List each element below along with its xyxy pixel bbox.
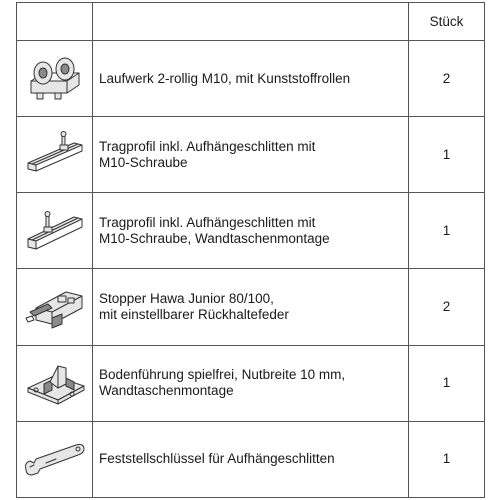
description-line: Stopper Hawa Junior 80/100, (99, 291, 274, 307)
quantity-cell (409, 193, 485, 269)
description-cell (93, 117, 409, 193)
quantity-value: 1 (442, 451, 451, 467)
table-row (17, 345, 485, 421)
description-line: Tragprofil inkl. Aufhängeschlitten mit (99, 138, 316, 154)
description-cell (93, 345, 409, 421)
stopper-icon (22, 278, 88, 336)
header-image-cell (17, 3, 93, 41)
description-cell (93, 269, 409, 345)
quantity-cell (409, 345, 485, 421)
image-cell (17, 117, 93, 193)
support-profile-pocket-icon (22, 203, 88, 259)
table-row (17, 41, 485, 117)
description-line: Wandtaschenmontage (99, 383, 234, 399)
quantity-cell (409, 41, 485, 117)
table-row (17, 193, 485, 269)
description-line: mit einstellbarer Rückhaltefeder (99, 307, 289, 323)
description-cell (93, 421, 409, 497)
carriage-2-roller-icon (23, 51, 87, 107)
spanner-key-icon (22, 433, 88, 485)
table-row (17, 421, 485, 497)
description-cell (93, 193, 409, 269)
description-line: Bodenführung spielfrei, Nutbreite 10 mm, (99, 367, 346, 383)
description-cell (93, 41, 409, 117)
quantity-value: 1 (442, 375, 451, 391)
description-line: Tragprofil inkl. Aufhängeschlitten mit (99, 214, 316, 230)
description-line: M10-Schraube, Wandtaschenmontage (99, 230, 330, 246)
quantity-value: 2 (442, 299, 451, 315)
image-cell (17, 193, 93, 269)
table-header-row (17, 3, 485, 41)
description-line: M10-Schraube (99, 154, 188, 170)
quantity-cell (409, 269, 485, 345)
quantity-cell (409, 421, 485, 497)
table-row (17, 117, 485, 193)
description-line: Laufwerk 2-rollig M10, mit Kunststoffrollen (99, 70, 351, 86)
header-description-cell (93, 3, 409, 41)
description-line: Feststellschlüssel für Aufhängeschlitten (99, 451, 335, 467)
quantity-cell (409, 117, 485, 193)
image-cell (17, 421, 93, 497)
quantity-value: 1 (442, 222, 451, 238)
table-row (17, 269, 485, 345)
image-cell (17, 345, 93, 421)
header-quantity-cell (409, 3, 485, 41)
parts-list-table (16, 2, 485, 498)
support-profile-icon (22, 129, 88, 181)
image-cell (17, 269, 93, 345)
quantity-column-label: Stück (429, 13, 464, 29)
floor-guide-icon (22, 354, 88, 412)
quantity-value: 1 (442, 146, 451, 162)
quantity-value: 2 (442, 70, 451, 86)
image-cell (17, 41, 93, 117)
